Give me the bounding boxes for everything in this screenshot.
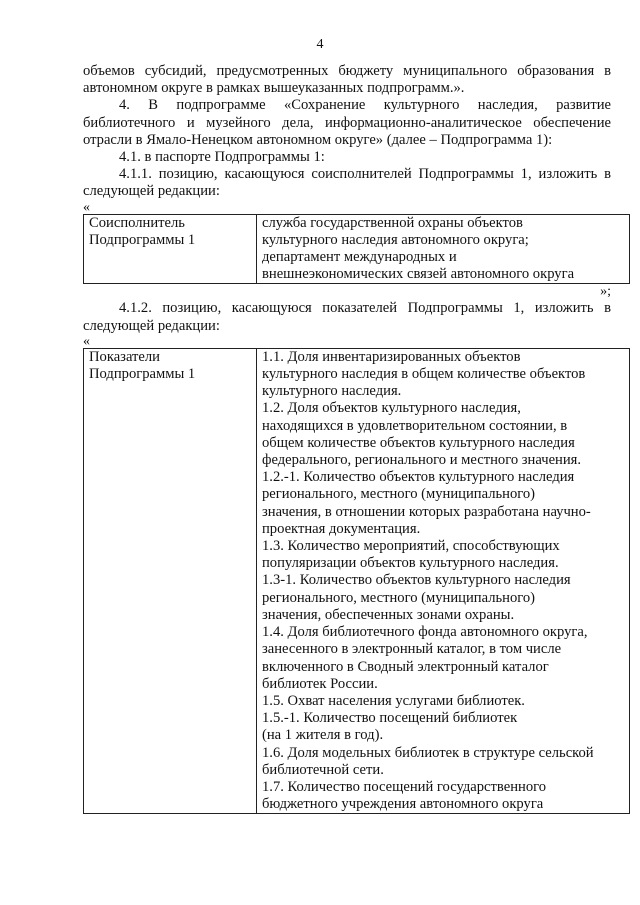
document-body: [83, 63, 611, 814]
paragraph-item-4-1-1: 4.1.1. позицию, касающуюся соисполнителей Подпрограммы 1, изложить в следующей редакции:: [83, 166, 611, 200]
opening-quote: «: [83, 199, 90, 215]
paragraph-item-4-1: 4.1. в паспорте Подпрограммы 1:: [119, 149, 325, 166]
indicators-label-cell: [84, 348, 257, 813]
coexecutors-value: служба государственной охраны объектов культурного наследия автономного округа; департамент международных и внешнеэкономических связей автономного округа: [262, 214, 575, 283]
coexecutors-table: [83, 214, 630, 285]
paragraph-item-4-1-2: 4.1.2. позицию, касающуюся показателей Подпрограммы 1, изложить в следующей редакции:: [83, 300, 611, 334]
table-row: [84, 348, 630, 813]
opening-quote-2: «: [83, 333, 90, 349]
indicators-value-cell: [257, 348, 630, 813]
coexecutors-label: Соисполнитель Подпрограммы 1: [89, 214, 196, 248]
coexecutors-label-cell: [84, 214, 257, 284]
indicators-value: 1.1. Доля инвентаризированных объектов культурного наследия в общем количестве объектов культурного наследия. 1.2. Доля объектов культурного наследия, находящихся в удовлетворительном состоянии, в общем количестве объектов культурного наследия федерального, регионального и местного значения. 1.2.-1. Количество объектов культурного наследия регионального, местного (муниципального) значения, в отношении которых разработана научно- проектная документация. 1.3. Количество мероприятий, способствующих популяризации объектов культурного наследия. 1.3-1. Количество объектов культурного наследия регионального, местного (муниципального) значения, обеспеченных зонами охраны. 1.4. Доля библиотечного фонда автономного округа, занесенного в электронный каталог, в том числе включенного в Сводный электронный каталог библиотек России. 1.5. Охват населения услугами библиотек. 1.5.-1. Количество посещений библиотек (на 1 жителя в год). 1.6. Доля модельных библиотек в структуре сельской библиотечной сети. 1.7. Количество посещений государственного бюджетного учреждения автономного округа: [262, 348, 594, 813]
paragraph-subsidies-end: объемов субсидий, предусмотренных бюджету муниципального образования в автономном округе в рамках вышеуказанных подпрограмм.».: [83, 63, 611, 97]
page-number: 4: [316, 37, 324, 52]
indicators-label: Показатели Подпрограммы 1: [89, 348, 196, 383]
table-row: [84, 214, 630, 284]
coexecutors-value-cell: [257, 214, 630, 284]
closing-quote: »;: [600, 284, 611, 300]
indicators-table: [83, 348, 630, 814]
paragraph-item-4: 4. В подпрограмме «Сохранение культурного наследия, развитие библиотечного и музейного дела, информационно-аналитическое обеспечение отрасли в Ямало-Ненецком автономном округе» (далее – Подпрограмма 1):: [83, 97, 611, 148]
